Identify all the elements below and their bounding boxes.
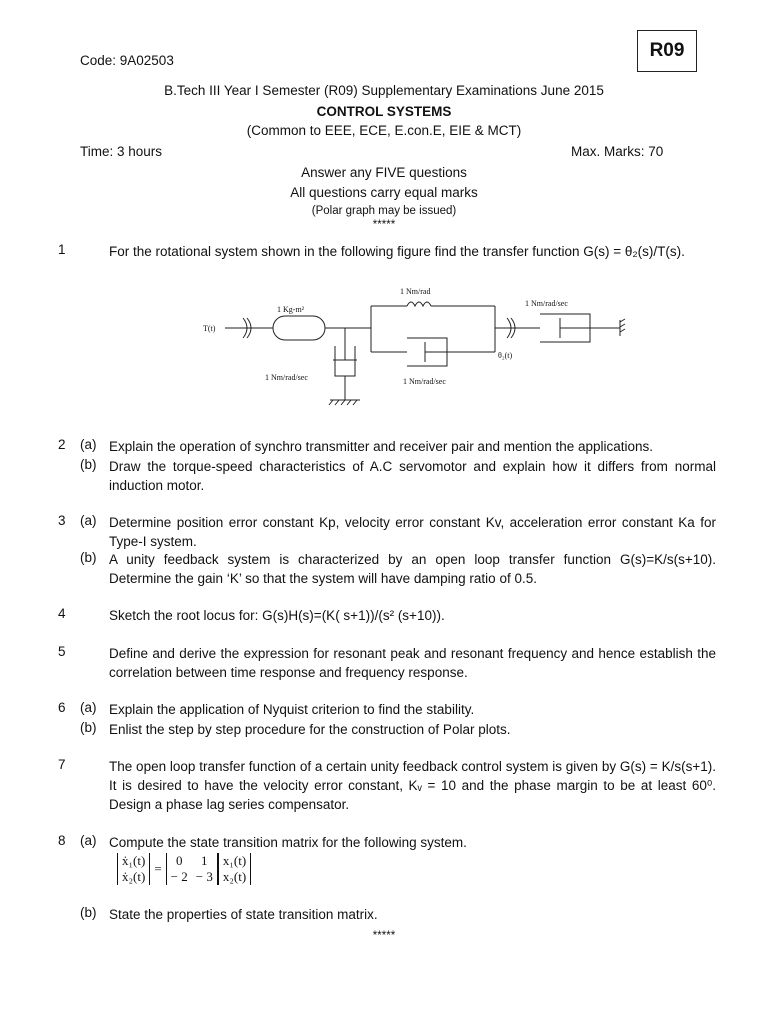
exam-title: B.Tech III Year I Semester (R09) Supplementary Examinations June 2015 <box>164 83 604 98</box>
rotational-system-figure <box>195 282 640 417</box>
question-text: Enlist the step by step procedure for the construction of Polar plots. <box>109 722 511 737</box>
rhs-x2: x₂(t) <box>218 869 251 885</box>
question-text: State the properties of state transition matrix. <box>109 907 378 922</box>
damper-mid-label: 1 Nm/rad/sec <box>403 377 446 386</box>
damper-right-label: 1 Nm/rad/sec <box>525 299 568 308</box>
footer-stars: ***** <box>372 930 396 942</box>
question-text: Compute the state transition matrix for the following system. <box>109 835 467 850</box>
question-number: 8 <box>58 833 66 848</box>
matrix-cell: − 2 <box>166 869 192 885</box>
question-text: Explain the operation of synchro transmitter and receiver pair and mention the applications. <box>109 439 654 454</box>
part-label: (b) <box>80 720 97 735</box>
exam-code: Code: 9A02503 <box>80 53 174 68</box>
question-text: Draw the torque-speed characteristics of A.C servomotor and explain how it differs from normal induction motor. <box>109 459 716 493</box>
matrix-cell: 0 <box>166 853 192 869</box>
equals-sign: = <box>154 861 162 876</box>
common-branches: (Common to EEE, ECE, E.con.E, EIE & MCT) <box>246 123 522 138</box>
header-stars: ***** <box>372 219 396 231</box>
regulation-box: R09 <box>637 30 697 72</box>
question-text: A unity feedback system is characterized by an open loop transfer function G(s)=K/s(s+10). Determine the gain ‘K’ so that the system will have damping ratio of 0.5. <box>109 552 716 586</box>
state-equation-matrix <box>117 853 251 885</box>
question-number: 4 <box>58 606 66 621</box>
part-label: (a) <box>80 700 97 715</box>
part-label: (b) <box>80 457 97 472</box>
subject-title: CONTROL SYSTEMS <box>316 104 452 119</box>
polar-note: (Polar graph may be issued) <box>311 205 457 217</box>
question-number: 2 <box>58 437 66 452</box>
damper-ground-label: 1 Nm/rad/sec <box>265 373 308 382</box>
lhs-x1dot: ẋ₁(t) <box>117 853 150 869</box>
question-number: 3 <box>58 513 66 528</box>
question-text: Explain the application of Nyquist criterion to find the stability. <box>109 702 475 717</box>
lhs-x2dot: ẋ₂(t) <box>117 869 150 885</box>
question-text: Sketch the root locus for: G(s)H(s)=(K( s+1))/(s² (s+10)). <box>109 608 445 623</box>
matrix-cell: 1 <box>192 853 218 869</box>
question-text: The open loop transfer function of a certain unity feedback control system is given by G(s) = K/s(s+1). It is desired to have the velocity error constant, Kᵥ = 10 and the phase margin to be at least 60⁰. Design a phase lag series compensator. <box>109 759 716 812</box>
question-number: 6 <box>58 700 66 715</box>
question-text: For the rotational system shown in the following figure find the transfer function G(s) = θ₂(s)/T(s). <box>109 244 685 259</box>
spring-label: 1 Nm/rad <box>400 287 431 296</box>
question-number: 7 <box>58 757 66 772</box>
torque-label: T(t) <box>203 324 216 333</box>
exam-time: Time: 3 hours <box>80 144 163 159</box>
matrix-cell: − 3 <box>192 869 218 885</box>
part-label: (a) <box>80 513 97 528</box>
question-number: 5 <box>58 644 66 659</box>
inertia-label: 1 Kg-m² <box>277 305 305 314</box>
part-label: (b) <box>80 905 97 920</box>
part-label: (a) <box>80 833 97 848</box>
theta2-label: θ₂(t) <box>498 351 513 360</box>
max-marks: Max. Marks: 70 <box>571 144 664 159</box>
instruction-five: Answer any FIVE questions <box>301 165 467 180</box>
question-text: Determine position error constant Kp, velocity error constant Kv, acceleration error constant Ka for Type-I system. <box>109 515 716 549</box>
part-label: (a) <box>80 437 97 452</box>
rhs-x1: x₁(t) <box>218 853 251 869</box>
part-label: (b) <box>80 550 97 565</box>
question-text: Define and derive the expression for resonant peak and resonant frequency and hence establish the correlation between time response and frequency response. <box>109 646 716 680</box>
instruction-equal: All questions carry equal marks <box>290 185 478 200</box>
question-number: 1 <box>58 242 66 257</box>
